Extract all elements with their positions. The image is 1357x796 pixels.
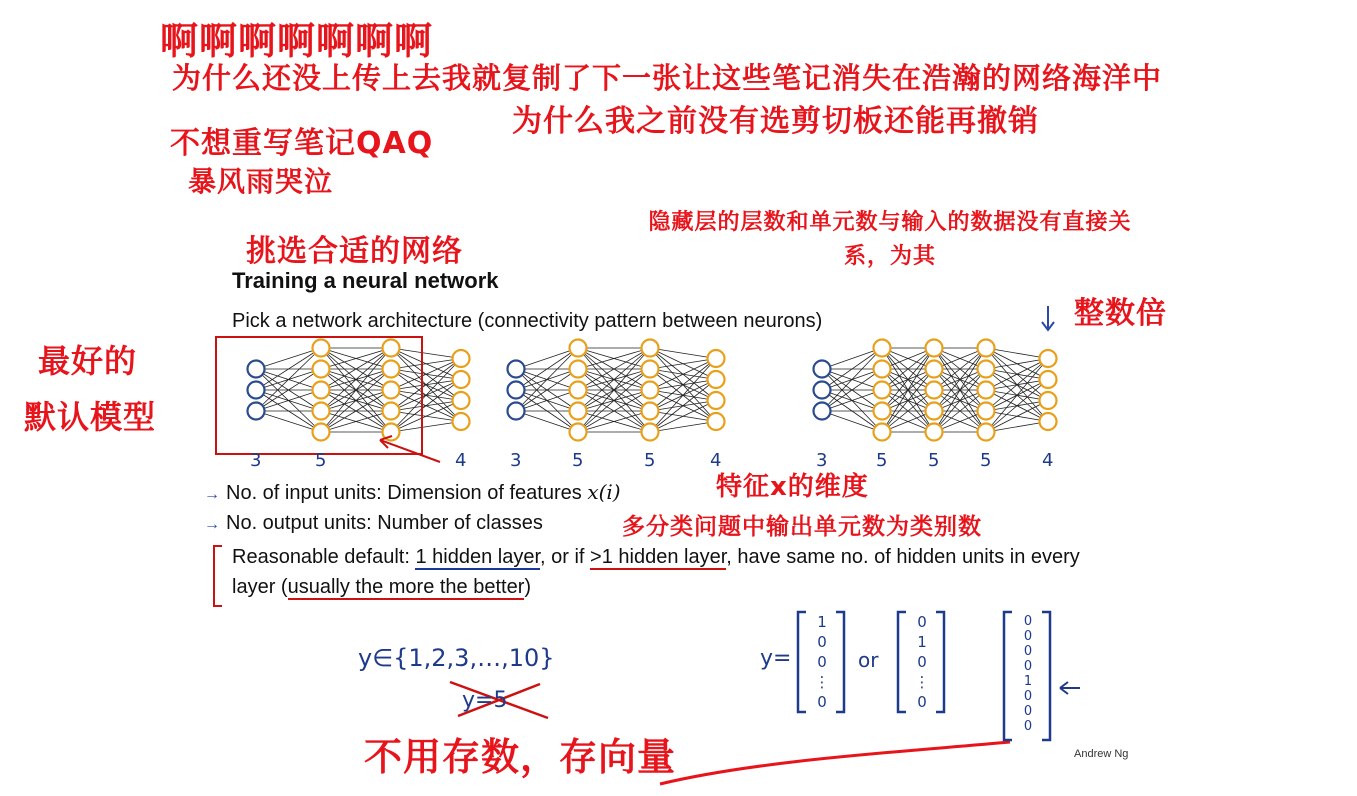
or-text: or bbox=[858, 648, 879, 672]
vector-entry: 0 bbox=[1023, 614, 1033, 629]
connection bbox=[986, 401, 1048, 433]
hidden-neuron bbox=[313, 340, 330, 357]
note-best: 最好的 bbox=[38, 342, 138, 380]
note-crying: 暴风雨哭泣 bbox=[188, 165, 334, 198]
input-neuron bbox=[248, 403, 265, 420]
input-neuron bbox=[814, 361, 831, 378]
hidden-neuron bbox=[642, 382, 659, 399]
slide-title: Training a neural network bbox=[232, 268, 499, 293]
slide-subtitle: Pick a network architecture (connectivity pattern between neurons) bbox=[232, 310, 823, 332]
hidden-neuron bbox=[926, 424, 943, 441]
layer-size-label: 4 bbox=[455, 450, 467, 471]
hidden-neuron bbox=[978, 361, 995, 378]
vector-entry: 1 bbox=[1023, 674, 1033, 689]
note-ah: 啊啊啊啊啊啊啊 bbox=[160, 19, 434, 63]
input-neuron bbox=[508, 361, 525, 378]
output-neuron bbox=[1040, 413, 1057, 430]
note-why-cut: 为什么我之前没有选剪切板还能再撤销 bbox=[512, 104, 1039, 139]
output-neuron bbox=[708, 392, 725, 409]
red-arc bbox=[660, 742, 1010, 784]
hidden-neuron bbox=[313, 361, 330, 378]
y-vec-label: y= bbox=[760, 646, 792, 671]
connection bbox=[650, 359, 716, 433]
hidden-neuron bbox=[978, 424, 995, 441]
arrow-icon: → bbox=[204, 486, 220, 503]
input-neuron bbox=[508, 382, 525, 399]
note-rewrite: 不想重写笔记QAQ bbox=[170, 126, 434, 161]
output-neuron bbox=[1040, 392, 1057, 409]
connection bbox=[516, 411, 578, 432]
hidden-neuron bbox=[874, 382, 891, 399]
hidden-neuron bbox=[642, 424, 659, 441]
hidden-neuron bbox=[874, 403, 891, 420]
vector-entry: 0 bbox=[1023, 659, 1033, 674]
output-neuron bbox=[708, 350, 725, 367]
output-neuron bbox=[1040, 371, 1057, 388]
note-pick-network: 挑选合适的网络 bbox=[246, 234, 463, 269]
note-hidden-layers: 隐藏层的层数和单元数与输入的数据没有直接关系，为其 bbox=[648, 210, 1132, 269]
output-neuron bbox=[453, 371, 470, 388]
hidden-neuron bbox=[570, 424, 587, 441]
vector-entry: 0 bbox=[817, 693, 827, 711]
bullet-output-units: → No. output units: Number of classes bbox=[204, 512, 543, 534]
layer-size-label: 5 bbox=[644, 450, 656, 471]
connection bbox=[391, 359, 461, 433]
output-neuron bbox=[453, 350, 470, 367]
input-neuron bbox=[814, 382, 831, 399]
bullet-input-units: → No. of input units: Dimension of features x(i) bbox=[204, 480, 621, 504]
vector-entry: ⋮ bbox=[814, 673, 830, 691]
vector-entry: 1 bbox=[917, 633, 927, 651]
hidden-neuron bbox=[874, 424, 891, 441]
note-feature-dim: 特征x的维度 bbox=[716, 472, 869, 502]
connection bbox=[391, 359, 461, 412]
vector-entry: 0 bbox=[817, 633, 827, 651]
hidden-neuron bbox=[570, 361, 587, 378]
connection bbox=[391, 380, 461, 433]
output-neuron bbox=[453, 413, 470, 430]
vector-entry: 0 bbox=[1023, 629, 1033, 644]
arrow-icon: → bbox=[204, 516, 220, 533]
author-credit: Andrew Ng bbox=[1074, 748, 1129, 760]
hidden-neuron bbox=[313, 403, 330, 420]
hidden-neuron bbox=[383, 361, 400, 378]
layer-size-label: 5 bbox=[572, 450, 584, 471]
hidden-neuron bbox=[926, 403, 943, 420]
input-neuron bbox=[814, 403, 831, 420]
hidden-neuron bbox=[926, 382, 943, 399]
connection bbox=[516, 348, 578, 411]
input-neuron bbox=[248, 382, 265, 399]
hidden-neuron bbox=[383, 340, 400, 357]
connection bbox=[391, 348, 461, 359]
output-neuron bbox=[708, 371, 725, 388]
vector-entry: 0 bbox=[1023, 719, 1033, 734]
connection bbox=[650, 401, 716, 433]
output-neuron bbox=[1040, 350, 1057, 367]
connection bbox=[516, 348, 578, 369]
hidden-neuron bbox=[978, 403, 995, 420]
vector-entry: 0 bbox=[917, 693, 927, 711]
hidden-neuron bbox=[383, 403, 400, 420]
connection bbox=[391, 401, 461, 433]
input-neuron bbox=[248, 361, 265, 378]
hidden-neuron bbox=[570, 403, 587, 420]
hidden-neuron bbox=[642, 361, 659, 378]
layer-size-label: 5 bbox=[876, 450, 888, 471]
connection bbox=[391, 359, 461, 370]
vector-1 bbox=[812, 612, 832, 712]
layer-size-label: 4 bbox=[1042, 450, 1054, 471]
hidden-neuron bbox=[642, 403, 659, 420]
down-arrow-icon bbox=[1042, 306, 1054, 330]
hidden-neuron bbox=[874, 340, 891, 357]
feature-math: x(i) bbox=[587, 480, 621, 504]
output-neuron bbox=[708, 413, 725, 430]
hidden-neuron bbox=[570, 340, 587, 357]
connection bbox=[986, 380, 1048, 433]
connection bbox=[650, 380, 716, 433]
note-multiple: 整数倍 bbox=[1074, 296, 1167, 331]
connection bbox=[391, 422, 461, 433]
vector-entry: 0 bbox=[917, 653, 927, 671]
note-output-units: 多分类问题中输出单元数为类别数 bbox=[622, 514, 982, 540]
layer-size-label: 3 bbox=[816, 450, 828, 471]
layer-size-label: 4 bbox=[710, 450, 722, 471]
vector-entry: 0 bbox=[917, 613, 927, 631]
vector-3 bbox=[1018, 614, 1038, 734]
hidden-neuron bbox=[874, 361, 891, 378]
vector-entry: 0 bbox=[1023, 644, 1033, 659]
output-neuron bbox=[453, 392, 470, 409]
note-use-vector: 不用存数，存向量 bbox=[364, 735, 677, 779]
vector-entry: 0 bbox=[1023, 704, 1033, 719]
layer-size-label: 5 bbox=[980, 450, 992, 471]
layer-size-label: 5 bbox=[315, 450, 327, 471]
vector-entry: ⋮ bbox=[914, 673, 930, 691]
connection bbox=[256, 348, 321, 369]
vector-entry: 0 bbox=[817, 653, 827, 671]
left-arrow-icon bbox=[1060, 682, 1080, 694]
layer-size-label: 3 bbox=[250, 450, 262, 471]
reasonable-default: Reasonable default: 1 hidden layer, or if >1 hidden layer, have same no. of hidden units in every layer (usually the more the better) bbox=[232, 546, 1080, 598]
vector-entry: 0 bbox=[1023, 689, 1033, 704]
red-bracket bbox=[214, 546, 222, 606]
connection bbox=[650, 359, 716, 412]
y-eq: y=5 bbox=[462, 688, 508, 713]
hidden-neuron bbox=[383, 382, 400, 399]
hidden-neuron bbox=[978, 340, 995, 357]
hidden-neuron bbox=[926, 340, 943, 357]
connection bbox=[256, 411, 321, 432]
hidden-neuron bbox=[926, 361, 943, 378]
connection bbox=[986, 359, 1048, 412]
connection bbox=[822, 348, 882, 411]
connection bbox=[650, 422, 716, 433]
connection bbox=[650, 348, 716, 359]
vector-entry: 1 bbox=[817, 613, 827, 631]
layer-size-label: 3 bbox=[510, 450, 522, 471]
note-default-model: 默认模型 bbox=[24, 398, 157, 436]
hidden-neuron bbox=[313, 382, 330, 399]
layer-size-label: 5 bbox=[928, 450, 940, 471]
note-why-upload: 为什么还没上传上去我就复制了下一张让这些笔记消失在浩瀚的网络海洋中 bbox=[172, 61, 1163, 95]
hidden-neuron bbox=[313, 424, 330, 441]
y-set: y∈{1,2,3,…,10} bbox=[358, 644, 555, 672]
hidden-neuron bbox=[978, 382, 995, 399]
hidden-neuron bbox=[642, 340, 659, 357]
connection bbox=[650, 359, 716, 370]
vector-2 bbox=[912, 612, 932, 712]
hidden-neuron bbox=[570, 382, 587, 399]
connection bbox=[256, 348, 321, 411]
input-neuron bbox=[508, 403, 525, 420]
